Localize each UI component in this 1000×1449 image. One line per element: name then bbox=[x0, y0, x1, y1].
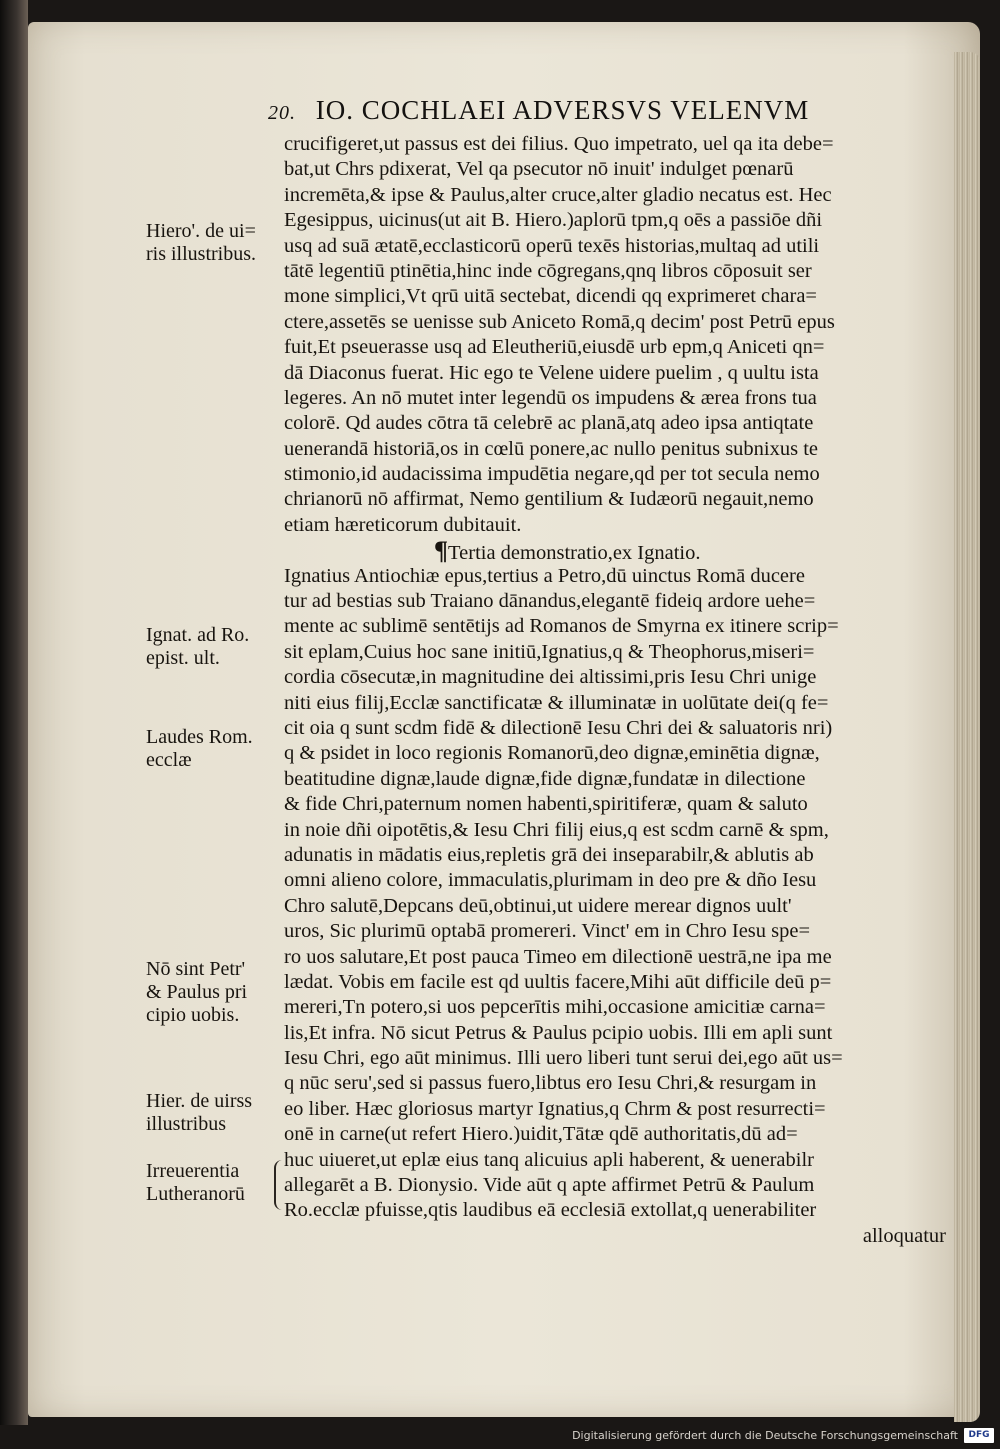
text-line: stimonio,id audacissima impudētia negare,qd per tot secula nemo bbox=[284, 463, 820, 486]
margin-note-line: ecclæ bbox=[146, 749, 192, 771]
text-line: mereri,Tn potero,si uos pepcerītis mihi,occasione amicitiæ carna= bbox=[284, 996, 826, 1019]
text-line: colorē. Qd audes cōtra tā celebrē ac planā,atq adeo ipsa antiqtate bbox=[284, 412, 814, 435]
text-line-heading bbox=[284, 538, 952, 563]
margin-note bbox=[146, 726, 286, 772]
text-line: Ro.ecclæ pfuisse,qtis laudibus eā ecclesiā extollat,q uenerabiliter bbox=[284, 1199, 817, 1222]
text-line: ro uos salutare,Et post pauca Timeo em dilectionē uestrā,ne ipa me bbox=[284, 945, 832, 968]
text-line: adunatis in mādatis eius,repletis grā dei inseparabilr,& ablutis ab bbox=[284, 843, 814, 866]
text-line: cit oia q sunt scdm fidē & dilectionē Iesu Chri dei & saluatoris nri) bbox=[284, 716, 833, 739]
text-line: eo liber. Hæc gloriosus martyr Ignatius,q Chrm & post resurrecti= bbox=[284, 1097, 826, 1120]
margin-bracket bbox=[274, 1160, 286, 1210]
text-line: bat,ut Chrs pdixerat, Vel qa psecutor nō inuit' indulget pœnarū bbox=[284, 158, 794, 181]
margin-note-line: cipio uobis. bbox=[146, 1004, 240, 1026]
margin-note bbox=[146, 1160, 286, 1206]
section-heading: Tertia demonstratio,ex Ignatio. bbox=[448, 542, 701, 564]
margin-note-line: Laudes Rom. bbox=[146, 726, 253, 748]
margin-note bbox=[146, 958, 286, 1027]
margin-note bbox=[146, 624, 286, 670]
text-line: legeres. An nō mutet inter legendū os impudens & ærea frons tua bbox=[284, 386, 817, 409]
margin-note-line: Hiero'. de ui= bbox=[146, 220, 256, 242]
text-line: sit eplam,Cuius hoc sane initiū,Ignatius,q & Theophorus,miseri= bbox=[284, 640, 815, 663]
text-line: Iesu Chri, ego aūt minimus. Illi uero liberi tunt serui dei,ego aūt us= bbox=[284, 1047, 843, 1070]
text-line: etiam hæreticorum dubitauit. bbox=[284, 513, 522, 536]
text-line: mente ac sublimē sentētijs ad Romanos de Smyrna ex itinere scrip= bbox=[284, 615, 839, 638]
text-line: cordia cōsecutæ,in magnitudine dei altissimi,pris Iesu Chri unige bbox=[284, 666, 817, 689]
text-line: in noie dñi oipotētis,& Iesu Chri filij eius,q est scdm carnē & spm, bbox=[284, 818, 829, 841]
text-line: ctere,assetēs se uenisse sub Aniceto Romā,q decim' post Petrū epus bbox=[284, 310, 835, 333]
running-head-title: IO. COCHLAEI ADVERSVS VELENVM bbox=[315, 95, 810, 125]
text-line: fuit,Et pseuerasse usq ad Eleutheriū,eiusdē urb epm,q Aniceti qn= bbox=[284, 336, 825, 359]
text-line: incremēta,& ipse & Paulus,alter cruce,alter gladio necatus est. Hec bbox=[284, 183, 832, 206]
text-line: niti eius filij,Ecclæ sanctificatæ & illuminatæ in uolūtate dei(q fe= bbox=[284, 691, 829, 714]
text-line: huc uiueret,ut eplæ eius tanq alicuius apli haberent, & uenerabilr bbox=[284, 1148, 814, 1171]
text-line: & fide Chri,paternum nomen habenti,spiritiferæ, quam & saluto bbox=[284, 793, 808, 816]
text-line: Ignatius Antiochiæ epus,tertius a Petro,dū uinctus Romā ducere bbox=[284, 564, 805, 587]
margin-note-line: epist. ult. bbox=[146, 647, 220, 669]
margin-note bbox=[146, 1090, 286, 1136]
footer-bar bbox=[0, 1425, 1000, 1449]
funding-credit: Digitalisierung gefördert durch die Deutsche Forschungsgemeinschaft bbox=[572, 1429, 958, 1442]
text-line: lædat. Vobis em facile est qd uultis facere,Mihi aūt difficile deū p= bbox=[284, 970, 832, 993]
text-line: Egesippus, uicinus(ut ait B. Hiero.)aplorū tpm,q oēs a passiōe dñi bbox=[284, 209, 823, 232]
text-line: onē in carne(ut refert Hiero.)uidit,Tātæ qdē authoritatis,dū ad= bbox=[284, 1123, 798, 1146]
running-head bbox=[268, 95, 948, 126]
margin-note-line: Nō sint Petr' bbox=[146, 958, 246, 980]
text-line: tur ad bestias sub Traiano dānandus,elegantē fideiq ardore uehe= bbox=[284, 590, 816, 613]
page-number: 20. bbox=[268, 102, 296, 124]
text-line: tātē legentiū ptinētia,hinc inde cōgregans,qnq libros cōposuit ser bbox=[284, 259, 812, 282]
page-edge-stack bbox=[954, 52, 980, 1422]
text-line: chrianorū nō affirmat, Nemo gentilium & Iudæorū negauit,nemo bbox=[284, 488, 814, 511]
margin-note bbox=[146, 220, 286, 266]
text-line: beatitudine dignæ,laude dignæ,fide dignæ,fundatæ in dilectione bbox=[284, 767, 806, 790]
margin-note-line: illustribus bbox=[146, 1113, 227, 1135]
text-line: lis,Et infra. Nō sicut Petrus & Paulus pcipio uobis. Illi em apli sunt bbox=[284, 1021, 833, 1044]
text-line: mone simplici,Vt qrū uitā sectebat, dicendi qq exprimeret chara= bbox=[284, 285, 817, 308]
dfg-logo-icon: DFG bbox=[964, 1428, 994, 1443]
margin-note-line: & Paulus pri bbox=[146, 981, 248, 1003]
text-line: usq ad suā ætatē,ecclasticorū operū texēs historias,multaq ad utili bbox=[284, 234, 820, 257]
text-line: crucifigeret,ut passus est dei filius. Quo impetrato, uel qa ita debe= bbox=[284, 133, 834, 155]
main-text-block bbox=[284, 132, 952, 1249]
text-line: uros, Sic plurimū optabā promereri. Vinct' em in Chro Iesu spe= bbox=[284, 920, 811, 943]
margin-note-line: Lutheranorū bbox=[146, 1183, 245, 1205]
text-line: uenerandā historiā,os in cœlū ponere,ac nullo penitus subnixus te bbox=[284, 437, 819, 460]
text-line: dā Diaconus fuerat. Hic ego te Velene uidere puelim , q uultu ista bbox=[284, 361, 819, 384]
pilcrow-icon: ¶ bbox=[434, 538, 449, 564]
text-line: Chro salutē,Depcans deū,obtinui,ut uidere merear dignos uult' bbox=[284, 894, 792, 917]
margin-note-line: Irreuerentia bbox=[146, 1160, 240, 1182]
book-binding-left bbox=[0, 0, 28, 1449]
text-line: omni alieno colore, immaculatis,plurimam in deo pre & dño Iesu bbox=[284, 869, 817, 892]
margin-note-line: Ignat. ad Ro. bbox=[146, 624, 250, 646]
text-line: allegarēt a B. Dionysio. Vide aūt q apte affirmet Petrū & Paulum bbox=[284, 1174, 815, 1197]
margin-note-line: ris illustribus. bbox=[146, 243, 257, 265]
margin-note-line: Hier. de uirss bbox=[146, 1090, 253, 1112]
catchword: alloquatur bbox=[862, 1224, 946, 1247]
text-line: q & psidet in loco regionis Romanorū,deo dignæ,eminētia dignæ, bbox=[284, 742, 820, 765]
text-line: q nūc seru',sed si passus fuero,libtus ero Iesu Chri,& resurgam in bbox=[284, 1072, 817, 1095]
